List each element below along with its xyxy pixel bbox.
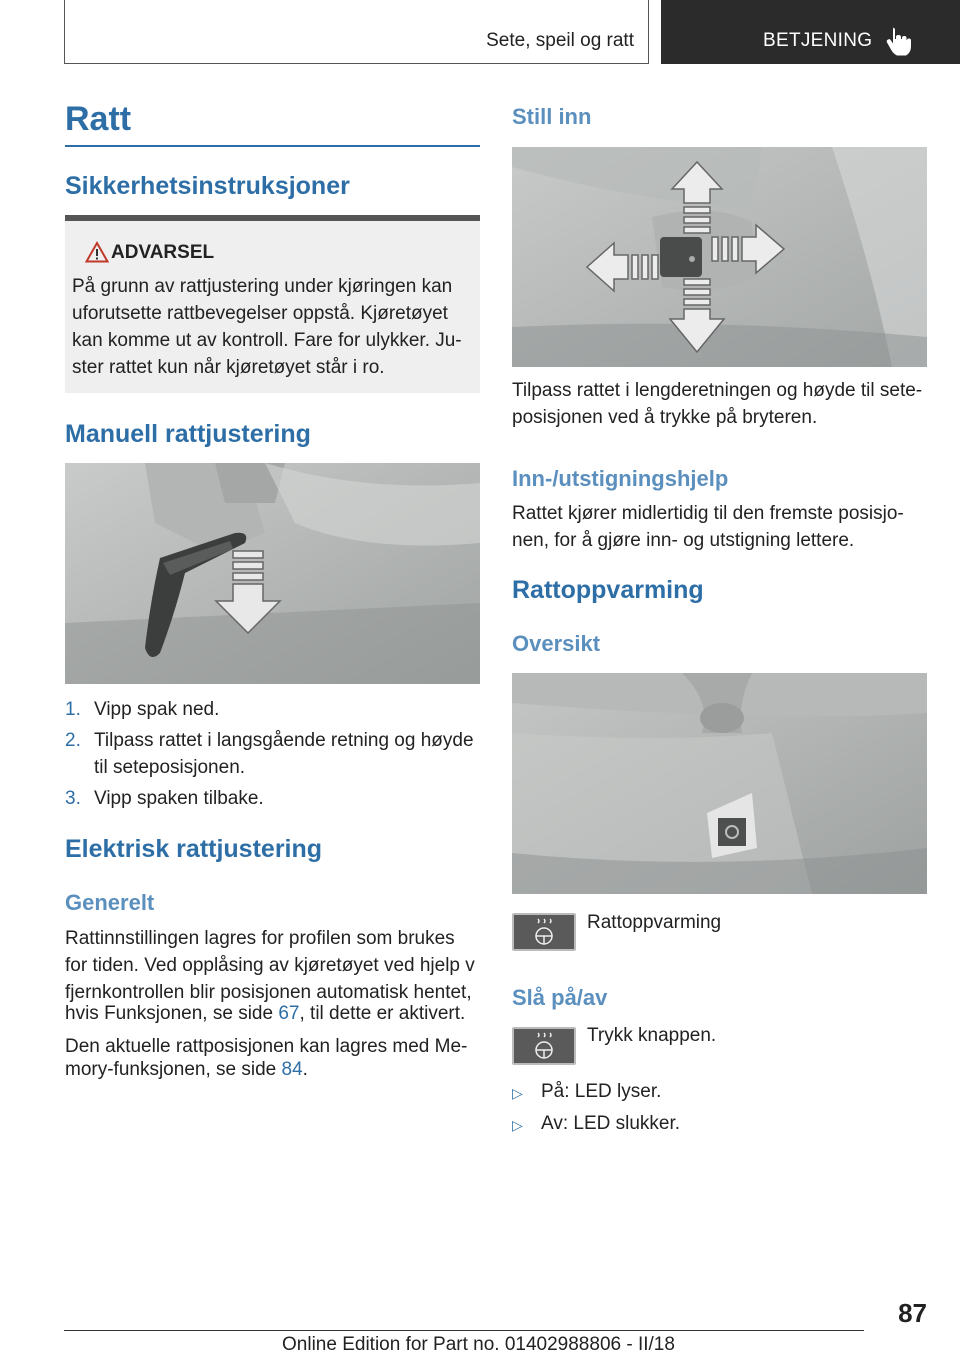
warning-box	[65, 215, 480, 393]
header-section-tab	[64, 0, 649, 64]
entry-help-text: nen, for å gjøre inn- og utstigning lettere.	[512, 530, 855, 551]
switch-illustration	[512, 147, 927, 367]
footer-rule	[64, 1330, 864, 1331]
step-text: til seteposisjonen.	[94, 757, 246, 778]
list-item	[512, 1110, 927, 1137]
memory-text: Den aktuelle rattposisjonen kan lagres med Me-	[65, 1036, 468, 1057]
header-chapter-tab	[661, 0, 960, 64]
page-link-67[interactable]: 67	[278, 1003, 300, 1024]
heating-heading: Rattoppvarming	[512, 576, 704, 604]
header-section-title: Sete, speil og ratt	[486, 30, 634, 51]
manual-adjust-heading: Manuell rattjustering	[65, 420, 311, 448]
heated-steering-wheel-icon	[512, 1027, 576, 1065]
step-number: 1.	[65, 699, 81, 720]
onoff-heading: Slå på/av	[512, 985, 608, 1010]
safety-heading: Sikkerhetsinstruksjoner	[65, 172, 350, 200]
general-text: for tiden. Ved opplåsing av kjøretøyet ved hjelp v	[65, 955, 475, 976]
heating-button-label: Rattoppvarming	[587, 912, 722, 933]
warning-line: ster rattet kun når kjøretøyet står i ro.	[72, 357, 385, 378]
general-text	[65, 1000, 465, 1027]
memory-text-part: mory-funksjonen, se side	[65, 1059, 282, 1080]
entry-help-text: Rattet kjører midlertidig til den fremste posisjo-	[512, 503, 904, 524]
warning-line: kan komme ut av kontroll. Fare for ulykker. Ju-	[72, 330, 462, 351]
step-text: Vipp spaken tilbake.	[94, 788, 264, 809]
page-link-84[interactable]: 84	[281, 1059, 303, 1080]
warning-line: På grunn av rattjustering under kjøringen kan	[72, 276, 453, 297]
warning-triangle-icon	[85, 241, 109, 263]
warning-label: ADVARSEL	[111, 242, 215, 263]
list-item	[65, 785, 480, 812]
entry-help-heading: Inn-/utstigningshjelp	[512, 466, 729, 491]
warning-line: uforutsette rattbevegelser oppstå. Kjøretøyet	[72, 303, 448, 324]
electric-adjust-heading: Elektrisk rattjustering	[65, 835, 323, 863]
header-chapter-title: BETJENING	[763, 30, 873, 51]
list-item	[65, 696, 480, 723]
warning-bar	[65, 215, 480, 221]
general-heading: Generelt	[65, 890, 155, 915]
adjust-text: Tilpass rattet i lengderetningen og høyde til sete-	[512, 380, 923, 401]
heated-steering-wheel-icon	[512, 913, 576, 951]
memory-text	[65, 1056, 308, 1083]
press-button-text: Trykk knappen.	[587, 1025, 717, 1046]
bullet-text: Av: LED slukker.	[541, 1113, 681, 1134]
step-number: 2.	[65, 730, 81, 751]
triangle-bullet-icon: ▷	[512, 1117, 523, 1133]
lever-illustration	[65, 463, 480, 684]
step-text: Tilpass rattet i langsgående retning og høyde	[94, 730, 474, 751]
triangle-bullet-icon: ▷	[512, 1085, 523, 1101]
page-title: Ratt	[65, 100, 132, 138]
list-item	[65, 727, 480, 781]
title-rule	[65, 145, 480, 147]
bullet-text: På: LED lyser.	[541, 1081, 662, 1102]
general-text-part: hvis Funksjonen, se side	[65, 1003, 279, 1024]
adjust-text: posisjonen ved å trykke på bryteren.	[512, 407, 818, 428]
memory-text-part: .	[302, 1059, 308, 1080]
general-text-part: , til dette er aktivert.	[299, 1003, 466, 1024]
heating-button-illustration	[512, 673, 927, 894]
overview-heading: Oversikt	[512, 631, 601, 656]
step-number: 3.	[65, 788, 81, 809]
adjust-heading: Still inn	[512, 104, 592, 129]
page-number: 87	[898, 1298, 927, 1328]
footer-edition: Online Edition for Part no. 01402988806 - II/18	[282, 1334, 675, 1355]
step-text: Vipp spak ned.	[94, 699, 220, 720]
general-text: fjernkontrollen blir posisjonen automatisk hentet,	[65, 982, 472, 1003]
hand-pointer-icon	[883, 26, 911, 56]
general-text: Rattinnstillingen lagres for profilen som brukes	[65, 928, 455, 949]
list-item	[512, 1078, 927, 1105]
